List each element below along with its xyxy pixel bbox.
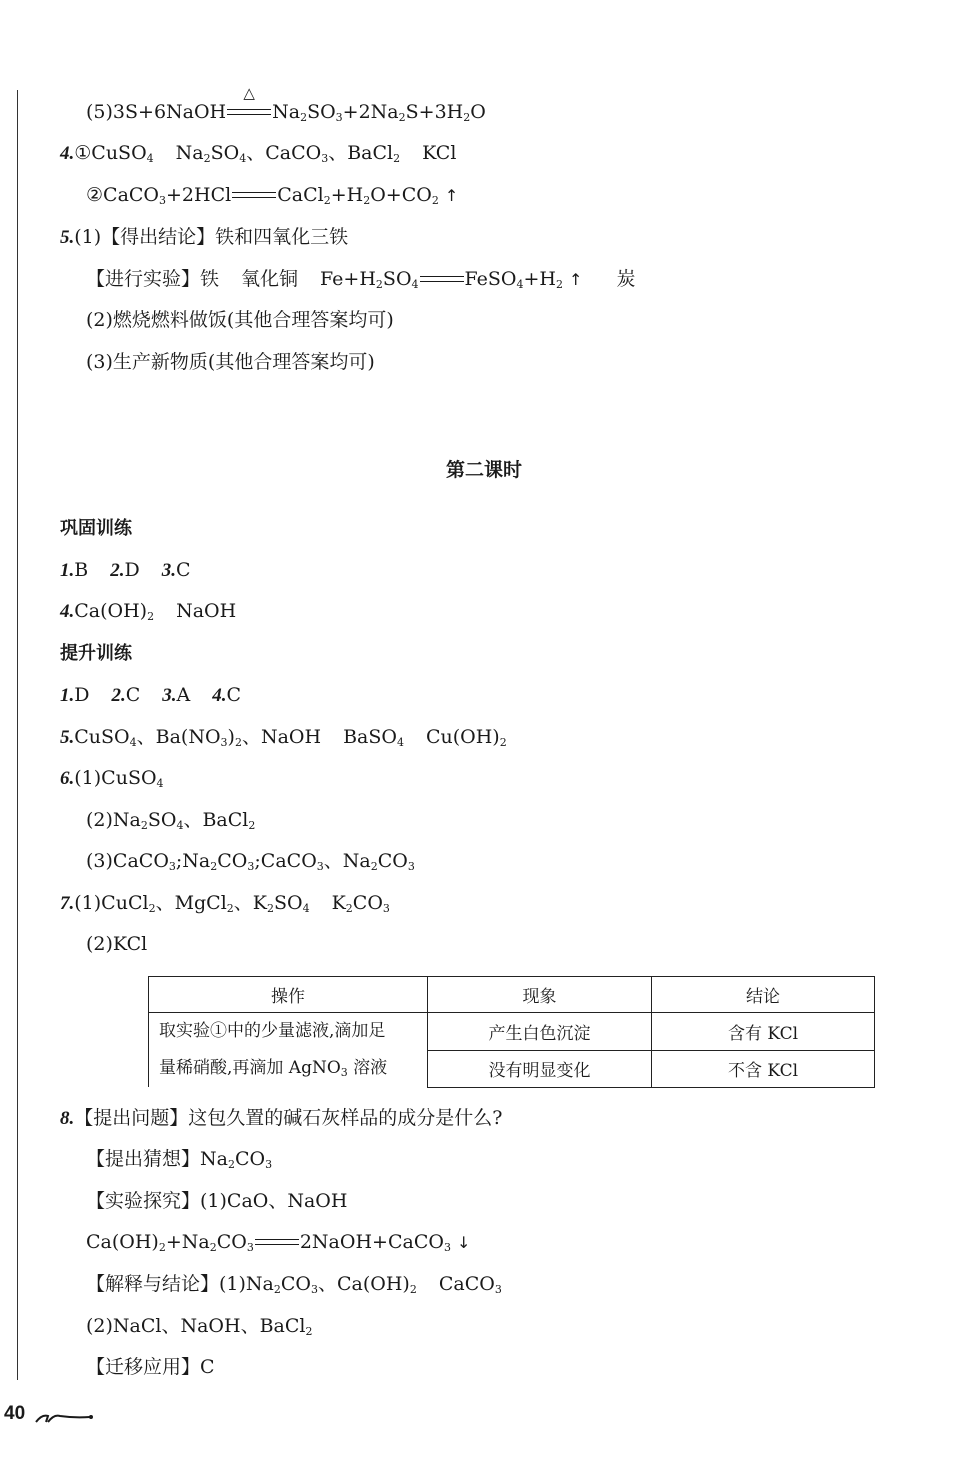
section-title: 第二课时 <box>445 459 522 481</box>
improve-line-8-conclusion: 【解释与结论】$(1)Na_2CO_3$、$Ca(OH)_2$ CaCO$_3$ <box>86 1273 502 1296</box>
improve-line-6: 6.(1)CuSO$_4$ <box>60 767 164 790</box>
equals-sign <box>255 1236 299 1250</box>
table-cell-operation-2: 量稀硝酸,再滴加 AgNO$_3$ 溶液 <box>149 1050 428 1087</box>
improve-line-6-2: $(2)Na_2SO_4$、BaCl$_2$ <box>86 809 256 832</box>
equals-sign <box>232 189 276 203</box>
improve-line-8: 8.【提出问题】这包久置的碱石灰样品的成分是什么? <box>60 1107 503 1129</box>
precipitate-arrow-icon: ↓ <box>456 1233 471 1252</box>
table-row <box>149 1013 875 1051</box>
answer-5-2: (2)燃烧燃料做饭(其他合理答案均可) <box>86 309 394 331</box>
table-header-row <box>149 977 875 1013</box>
equals-sign <box>420 273 464 287</box>
heating-equals-sign: △ <box>227 106 271 120</box>
table-header-conclusion: 结论 <box>652 977 875 1013</box>
answer-4: 4.①CuSO$_4$ $Na_2SO_4$、CaCO$_3$、BaCl$_2$ KCl <box>60 142 457 165</box>
improve-line-8-application: 【迁移应用】C <box>86 1356 215 1378</box>
answer-5: 5.(1)【得出结论】铁和四氧化三铁 <box>60 226 349 248</box>
improve-line-8-conclusion-2: (2)NaCl、NaOH、BaCl$_2$ <box>86 1315 313 1338</box>
improve-line-8-guess: 【提出猜想】$Na_2CO_3$ <box>86 1148 273 1171</box>
table-cell-operation-1: 取实验①中的少量滤液,滴加足 <box>149 1013 428 1051</box>
page-ornament-icon <box>34 1410 94 1424</box>
margin-rule <box>17 90 18 1380</box>
gas-arrow-icon: ↑ <box>444 186 459 205</box>
improve-line-5: 5.CuSO$_4$、$Ba(NO_3)_2$、NaOH BaSO$_4$ $Cu(OH)_2$ <box>60 726 507 749</box>
table-header-phenomenon: 现象 <box>428 977 652 1013</box>
heading-improve: 提升训练 <box>60 643 132 664</box>
page-number: 40 <box>4 1403 26 1424</box>
improve-line-1: 1.D 2.C 3.A 4.C <box>60 684 242 706</box>
consolidate-line-1: 1.B 2.D 3.C <box>60 559 191 581</box>
improve-line-8-explore: 【实验探究】(1)CaO、NaOH <box>86 1190 348 1212</box>
experiment-table <box>148 976 875 1088</box>
table-row <box>149 1050 875 1087</box>
heading-consolidate: 巩固训练 <box>60 518 132 539</box>
improve-line-7-2: (2)KCl <box>86 933 148 955</box>
table-cell-phenomenon: 没有明显变化 <box>428 1050 652 1087</box>
improve-line-7: 7.(1)CuCl$_2$、MgCl$_2$、$K_2SO_4$ $K_2CO_3$ <box>60 892 390 915</box>
table-cell-phenomenon: 产生白色沉淀 <box>428 1013 652 1051</box>
answer-3-5: (5)3S+6NaOH △ $Na_2SO_3+2Na_2S+3H_2O$ <box>86 84 486 124</box>
gas-arrow-icon: ↑ <box>569 270 583 289</box>
table-cell-conclusion: 不含 KCl <box>652 1050 875 1087</box>
consolidate-line-4: $4.Ca(OH)_2$ NaOH <box>60 600 237 623</box>
answer-5-3: (3)生产新物质(其他合理答案均可) <box>86 351 375 373</box>
table-header-operation: 操作 <box>149 977 428 1013</box>
table-cell-conclusion: 含有 KCl <box>652 1013 875 1051</box>
improve-line-6-3: $(3)CaCO_3;Na_2CO_3;CaCO_3$、$Na_2CO_3$ <box>86 850 415 873</box>
improve-line-8-equation: $Ca(OH)_2+Na_2CO_3$ 2NaOH+CaCO$_3$ ↓ <box>86 1231 471 1254</box>
answer-4-equation: ②CaCO$_3$+2HCl $CaCl_2+H_2O+CO_2$ ↑ <box>86 184 459 207</box>
answer-5-experiment: 【进行实验】铁 氧化铜 $Fe+H_2SO_4$ $FeSO_4+H_2$ ↑ 炭 <box>86 268 636 291</box>
